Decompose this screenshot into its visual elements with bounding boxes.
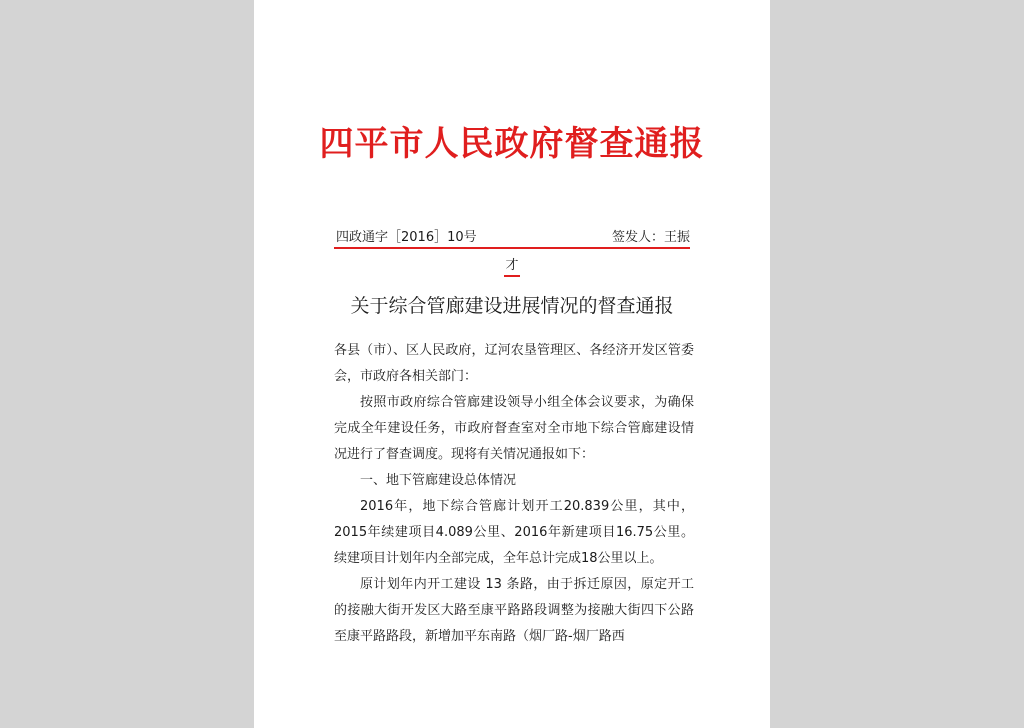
addressee: 各县（市）、区人民政府，辽河农垦管理区、各经济开发区管委会，市政府各相关部门： — [334, 343, 694, 384]
section-heading: 一、地下管廊建设总体情况 — [360, 473, 517, 488]
document-body — [334, 338, 694, 650]
signer-underline — [504, 275, 520, 277]
document-number: 四政通字［2016］10号 — [336, 230, 477, 245]
document-subject: 关于综合管廊建设进展情况的督查通报 — [350, 295, 674, 317]
signer-label: 签发人：王振 — [611, 230, 690, 245]
document-title: 四平市人民政府督查通报 — [319, 124, 705, 164]
header-divider — [334, 247, 690, 249]
document-page — [254, 0, 770, 728]
signer-continuation: 才 — [505, 258, 519, 273]
body-paragraph: 原计划年内开工建设 13 条路，由于拆迁原因，原定开工的接融大街开发区大路至康平路路段调整为接融大街四下公路至康平路路段，新增加平东南路（烟厂路-烟厂路西 — [334, 577, 694, 644]
body-paragraph: 2016年，地下综合管廊计划开工20.839公里，其中，2015年续建项目4.089公里、2016年新建项目16.75公里。续建项目计划年内全部完成，全年总计完成18公里以上。 — [334, 499, 694, 566]
intro-paragraph: 按照市政府综合管廊建设领导小组全体会议要求，为确保完成全年建设任务，市政府督查室对全市地下综合管廊建设情况进行了督查调度。现将有关情况通报如下： — [334, 395, 694, 462]
